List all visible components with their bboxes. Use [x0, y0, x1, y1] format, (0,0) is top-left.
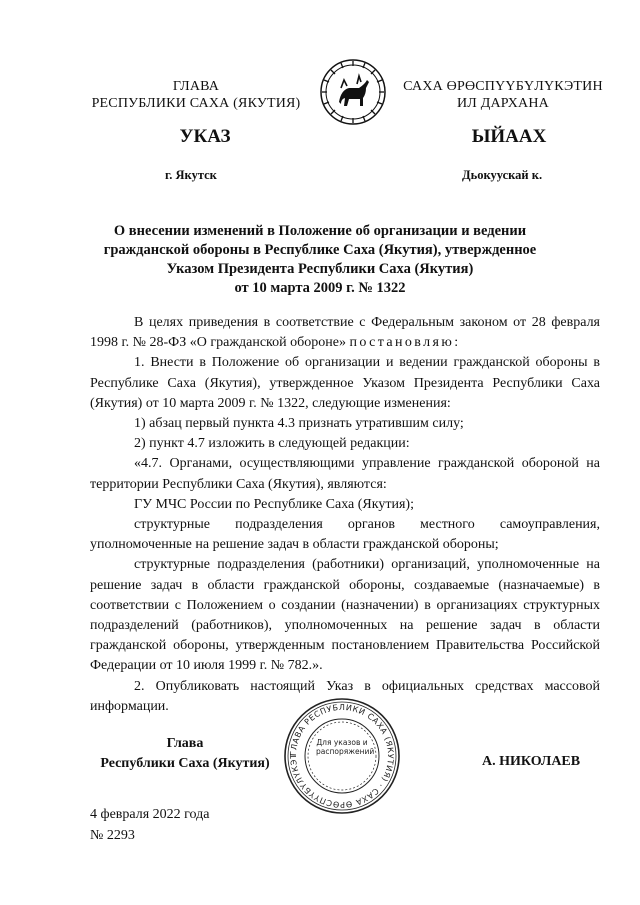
preamble-text: В целях приведения в соответствие с Федеральным законом от 28 февраля 1998 г. № 28-ФЗ «О гражданской обороне»: [90, 315, 600, 351]
paragraph-local-units: структурные подразделения органов местного самоуправления, уполномоченные на решение задач в области гражданской обороны;: [90, 517, 600, 553]
header-left-line2: РЕСПУБЛИКИ САХА (ЯКУТИЯ): [91, 96, 301, 111]
document-number: № 2293: [90, 828, 135, 843]
paragraph-preamble: [90, 313, 600, 353]
title-line4: от 10 марта 2009 г. № 1322: [234, 280, 406, 296]
signatory-position-line2: Республики Саха (Якутия): [100, 756, 270, 771]
paragraph-subitem-2: 2) пункт 4.7 изложить в следующей редакции:: [134, 436, 410, 452]
paragraph-item-1: 1. Внести в Положение об организации и ведении гражданской обороны в Республике Саха (Якутия), утвержденное Указом Президента Республики Саха (Якутия) от 10 марта 2009 г. № 1322, следующие изменения:: [90, 355, 600, 411]
paragraph-gu-mchs: ГУ МЧС России по Республике Саха (Якутия);: [134, 496, 414, 512]
document-body: [90, 313, 600, 717]
coat-of-arms-emblem: [319, 58, 387, 126]
official-seal: [282, 696, 402, 816]
title-line3: Указом Президента Республики Саха (Якутия): [166, 261, 474, 277]
document-title: [60, 222, 580, 298]
signatory-position-line1: Глава: [166, 736, 204, 751]
decree-title-ru: УКАЗ: [179, 126, 231, 147]
paragraph-subitem-1: 1) абзац первый пункта 4.3 признать утратившим силу;: [134, 416, 464, 432]
title-line2: гражданской обороны в Республике Саха (Якутия), утвержденное: [103, 242, 537, 258]
resolve-word: постановляю:: [349, 335, 461, 351]
decree-title-sah: ЫЙААХ: [471, 126, 547, 147]
header-right-line2: ИЛ ДАРХАНА: [456, 96, 549, 111]
paragraph-quote-4-7: «4.7. Органами, осуществляющими управление гражданской обороной на территории Республики Саха (Якутия), являются:: [90, 456, 600, 492]
city-sah: Дьокуускай к.: [462, 168, 543, 182]
paragraph-org-units: структурные подразделения (работники) организаций, уполномоченные на решение задач в области гражданской обороны, создаваемые (назначаемые) в соответствии с Положением о создании (назначении) в организациях структурных подразделений (работников), уполномоченных на решение задач в области гражданской обороны, утвержденным постановлением Правительства Российской Федерации от 10 июля 1999 г. № 782.».: [90, 557, 600, 674]
document-date: 4 февраля 2022 года: [90, 807, 210, 822]
header-left: [80, 78, 312, 112]
document-footer: [90, 804, 210, 846]
title-line1: О внесении изменений в Положение об организации и ведении: [113, 223, 527, 239]
paragraph-item-2: 2. Опубликовать настоящий Указ в официальных средствах массовой информации.: [90, 678, 600, 714]
header-right-line1: САХА ӨРӨСПҮҮБҮЛҮКЭТИН: [403, 79, 603, 94]
seal-inner-text: Для указов и распоряжений: [316, 738, 375, 756]
signatory-position: [90, 734, 280, 774]
seal-ring-text: ГЛАВА РЕСПУБЛИКИ САХА (ЯКУТИЯ) · САХА ӨРӨСПҮҮБҮЛҮКЭТ: [288, 702, 396, 810]
header-left-line1: ГЛАВА: [172, 79, 220, 94]
city-ru: г. Якутск: [165, 168, 217, 182]
signatory-name: А. НИКОЛАЕВ: [482, 754, 581, 769]
header-right: [397, 78, 609, 112]
